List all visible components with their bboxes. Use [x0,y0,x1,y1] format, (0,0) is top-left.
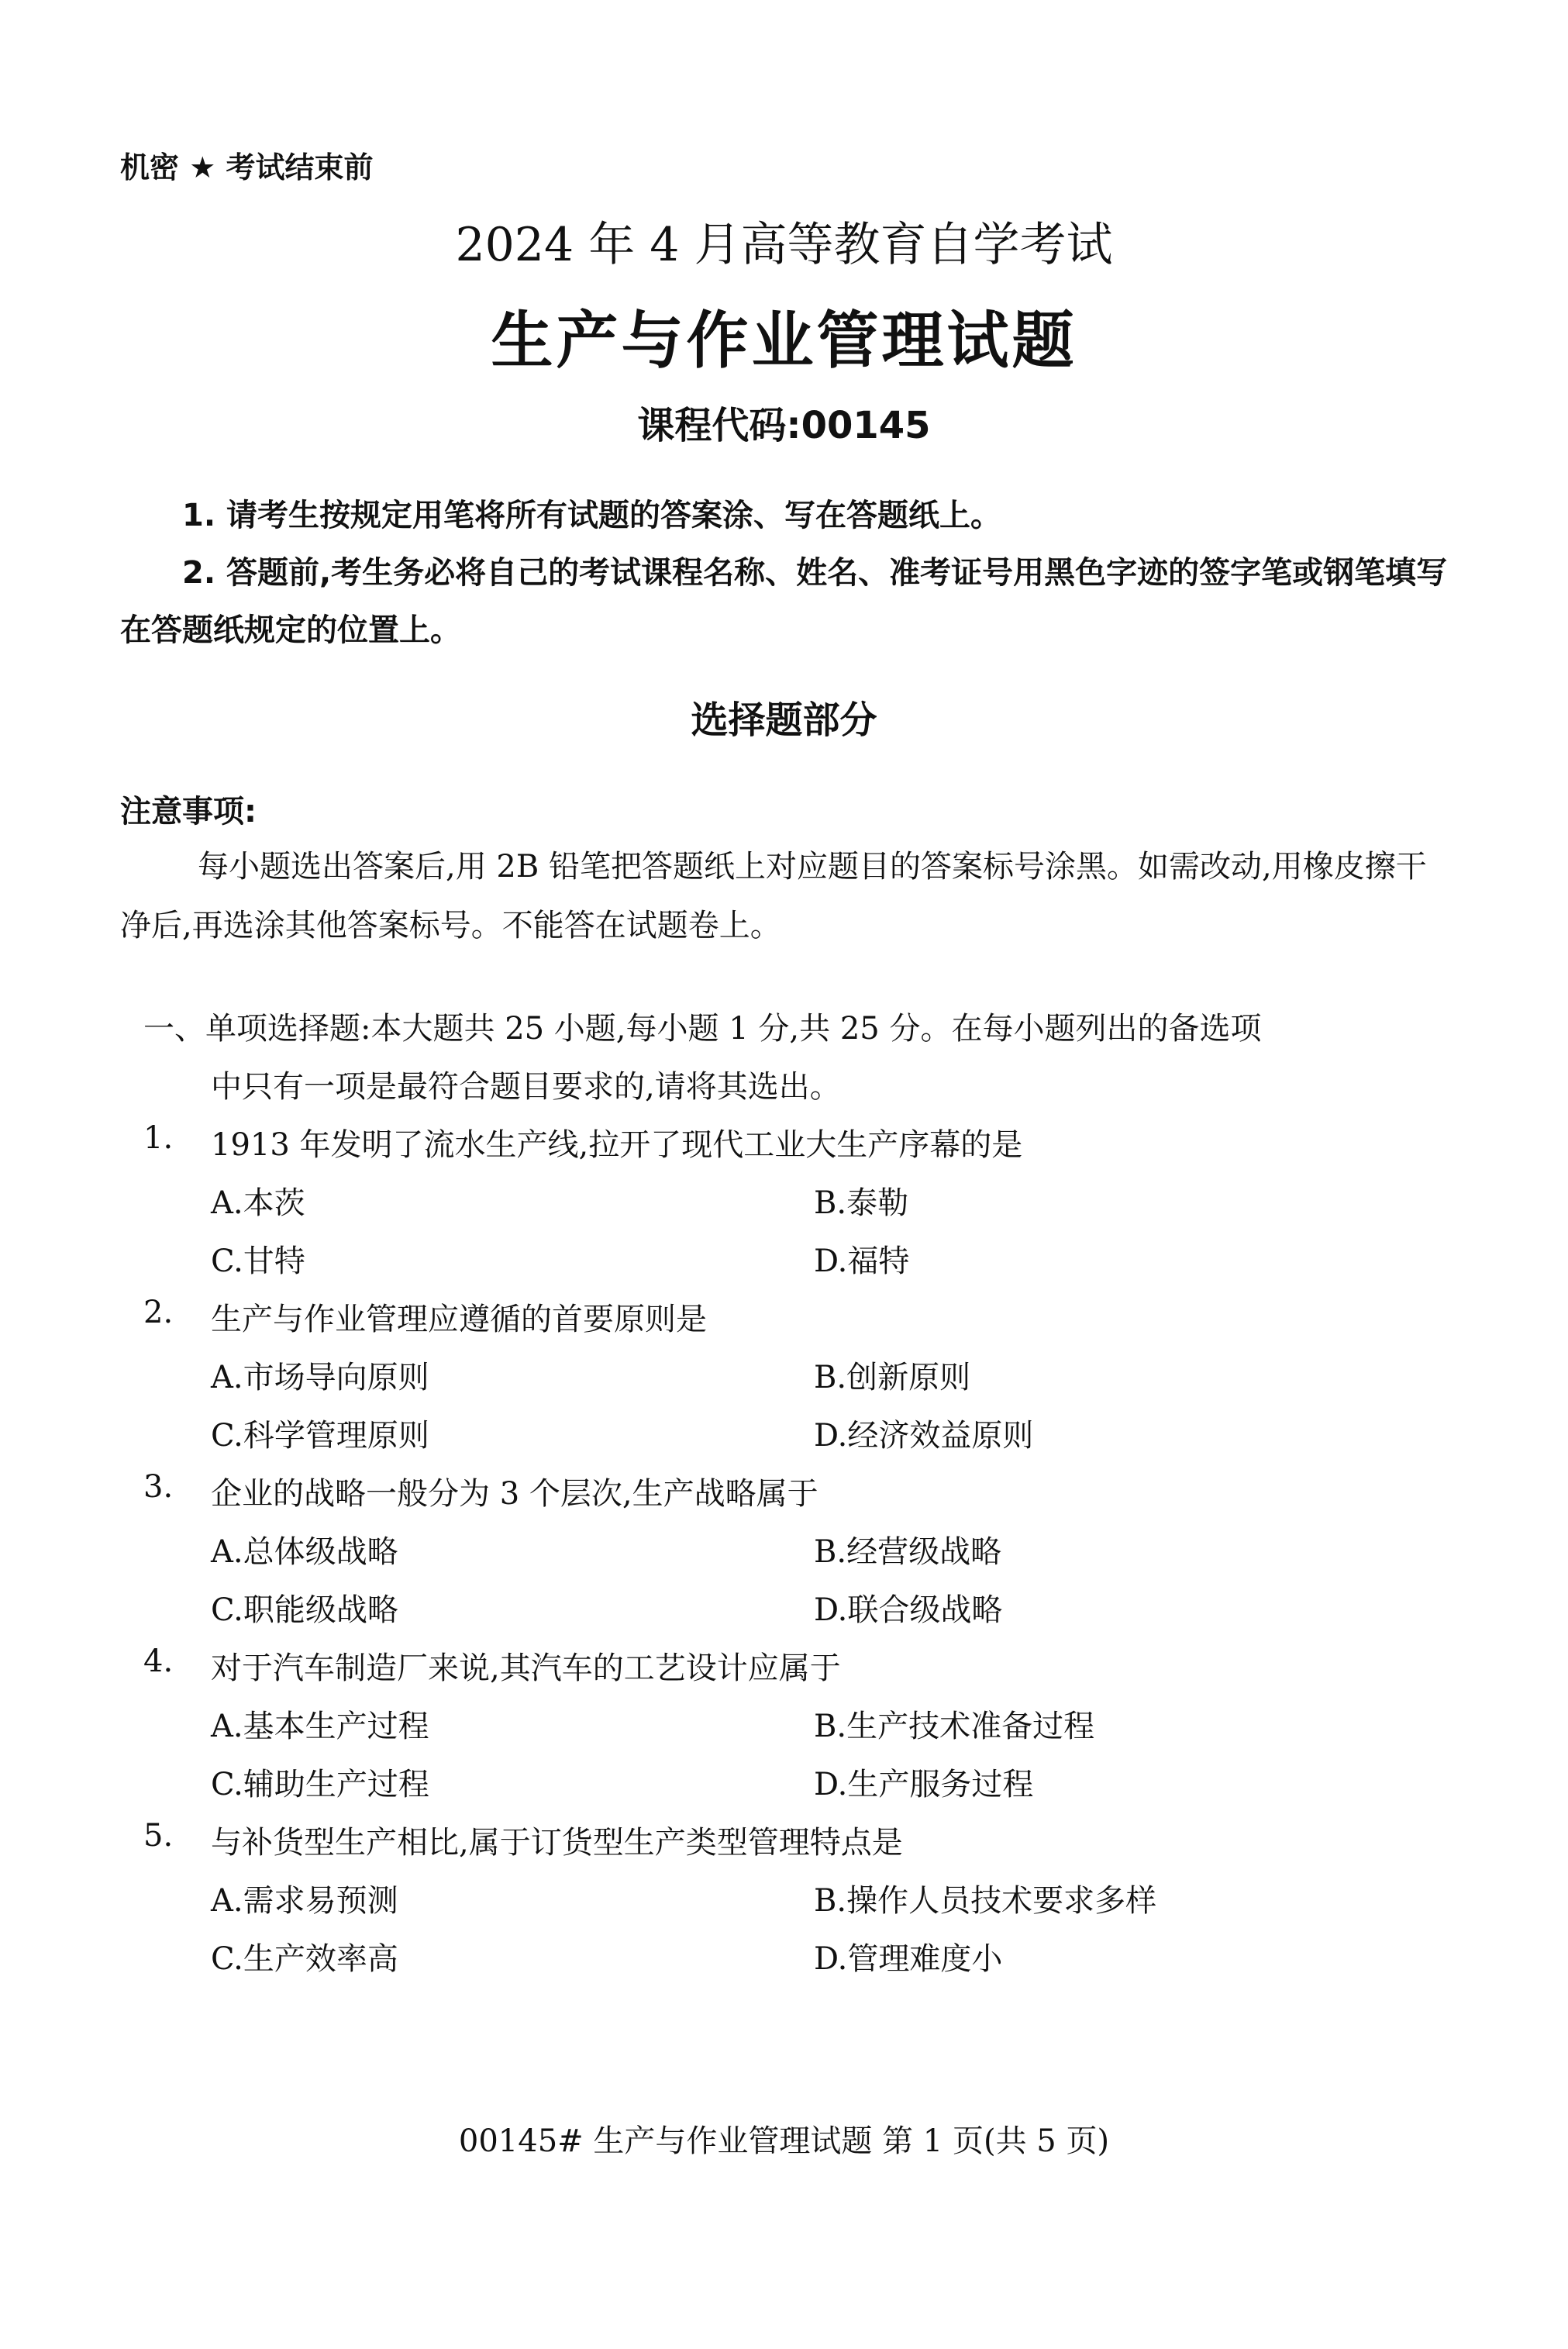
exam-title: 2024 年 4 月高等教育自学考试 [455,218,1113,272]
question-number: 2. [143,1295,174,1330]
section-title: 选择题部分 [691,698,877,742]
option-c: C.生产效率高 [211,1941,398,1977]
option-b: B.操作人员技术要求多样 [814,1883,1157,1919]
notice-heading: 注意事项: [120,794,257,830]
instruction-2: 2. 答题前,考生务必将自己的考试课程名称、姓名、准考证号用黑色字迹的签字笔或钢笔填写在答题纸规定的位置上。 [120,555,1448,648]
question-text: 对于汽车制造厂来说,其汽车的工艺设计应属于 [211,1651,841,1686]
option-b: B.生产技术准备过程 [814,1709,1095,1744]
course-code: 课程代码:00145 [637,404,931,447]
option-a: A.市场导向原则 [211,1360,429,1395]
option-a: A.本茨 [211,1185,305,1221]
option-b: B.创新原则 [814,1360,971,1395]
question-number: 4. [143,1644,174,1679]
option-a: A.总体级战略 [211,1534,398,1570]
confidential-label: 机密 ★ 考试结束前 [120,150,374,185]
question-number: 5. [143,1818,174,1854]
option-a: A.基本生产过程 [211,1709,429,1744]
option-d: D.福特 [814,1243,910,1279]
page-footer: 00145# 生产与作业管理试题 第 1 页(共 5 页) [458,2123,1110,2159]
option-d: D.管理难度小 [814,1941,1003,1977]
option-c: C.甘特 [211,1243,305,1279]
option-d: D.生产服务过程 [814,1767,1034,1802]
question-number: 1. [143,1120,174,1156]
option-c: C.职能级战略 [211,1592,398,1628]
question-text: 1913 年发明了流水生产线,拉开了现代工业大生产序幕的是 [211,1127,1023,1163]
question-text: 企业的战略一般分为 3 个层次,生产战略属于 [211,1476,818,1512]
option-b: B.经营级战略 [814,1534,1002,1570]
instruction-1: 1. 请考生按规定用笔将所有试题的答案涂、写在答题纸上。 [182,498,1001,533]
notice-body: 每小题选出答案后,用 2B 铅笔把答题纸上对应题目的答案标号涂黑。如需改动,用橡皮擦干净后,再选涂其他答案标号。不能答在试题卷上。 [120,849,1427,943]
part-one-heading-line2: 中只有一项是最符合题目要求的,请将其选出。 [211,1069,841,1105]
option-b: B.泰勒 [814,1185,909,1221]
question-text: 与补货型生产相比,属于订货型生产类型管理特点是 [211,1825,903,1861]
option-d: D.经济效益原则 [814,1418,1034,1454]
option-a: A.需求易预测 [211,1883,398,1919]
question-text: 生产与作业管理应遵循的首要原则是 [211,1302,707,1337]
option-c: C.辅助生产过程 [211,1767,429,1802]
question-number: 3. [143,1469,174,1505]
part-one-heading-line1: 一、单项选择题:本大题共 25 小题,每小题 1 分,共 25 分。在每小题列出的备选项 [143,1011,1262,1047]
option-c: C.科学管理原则 [211,1418,429,1454]
option-d: D.联合级战略 [814,1592,1003,1628]
subject-title: 生产与作业管理试题 [491,305,1077,377]
